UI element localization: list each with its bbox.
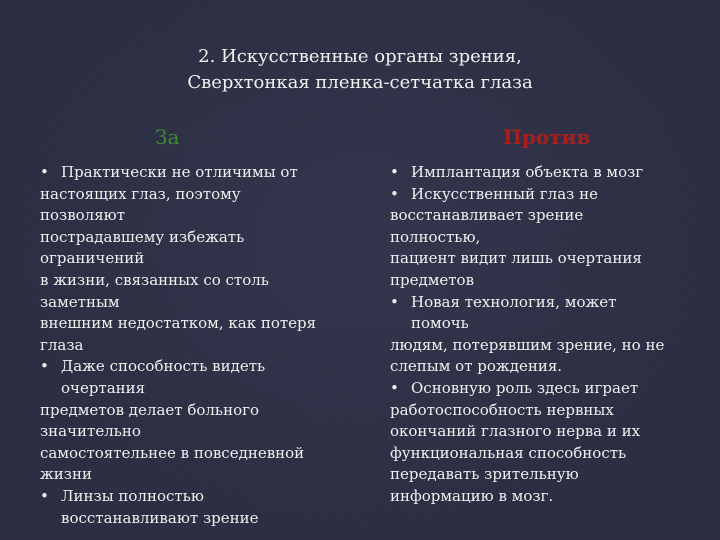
against-line-text: Имплантация объекта в мозг	[411, 163, 644, 181]
against-line: восстанавливает зрение	[390, 206, 584, 225]
for-line: восстанавливают зрение	[61, 508, 259, 527]
for-line: глаза	[40, 335, 84, 354]
bullet-glyph: •	[40, 163, 49, 181]
against-line: полностью,	[390, 227, 481, 246]
against-line: слепым от рождения.	[390, 357, 563, 376]
bullet-glyph: •	[390, 163, 399, 181]
for-line: значительно	[40, 422, 141, 441]
for-line-text: Линзы полностью	[61, 486, 204, 505]
against-line: предметов	[390, 270, 475, 289]
against-line: помочь	[411, 314, 469, 333]
against-line: пациент видит лишь очертания	[390, 249, 642, 268]
for-line	[40, 356, 350, 378]
slide-title	[110, 44, 610, 96]
bullet-glyph: •	[390, 378, 399, 397]
against-line-text: Новая технология, может	[411, 292, 617, 311]
against-line: функциональная способность	[390, 443, 627, 462]
against-line: информацию в мозг.	[390, 486, 554, 505]
against-column	[390, 162, 690, 508]
bullet-glyph: •	[40, 486, 49, 505]
for-line: предметов делает больного	[40, 400, 260, 419]
for-line: заметным	[40, 292, 120, 311]
for-line-text: Даже способность видеть	[61, 357, 266, 376]
against-line: окончаний глазного нерва и их	[390, 422, 641, 441]
for-line: внешним недостатком, как потеря	[40, 314, 317, 333]
for-line	[40, 486, 350, 508]
against-line: людям, потерявшим зрение, но не	[390, 335, 665, 354]
against-line	[390, 292, 690, 314]
bullet-glyph: •	[390, 184, 399, 203]
slide-title-line-2: Сверхтонкая пленка-сетчатка глаза	[187, 72, 533, 93]
against-line	[390, 162, 690, 184]
slide-title-line-1: 2. Искусственные органы зрения,	[198, 46, 522, 67]
for-line: настоящих глаз, поэтому	[40, 184, 241, 203]
for-line-text: Практически не отличимы от	[61, 163, 298, 181]
for-line: позволяют	[40, 206, 126, 225]
bullet-glyph: •	[40, 357, 49, 376]
for-line: ограничений	[40, 249, 145, 268]
for-line: очертания	[61, 378, 146, 397]
against-line: работоспособность нервных	[390, 400, 614, 419]
against-line-text: Основную роль здесь играет	[411, 378, 639, 397]
against-line-text: Искусственный глаз не	[411, 184, 598, 203]
bullet-glyph: •	[390, 292, 399, 311]
against-line: передавать зрительную	[390, 465, 579, 484]
against-line	[390, 184, 690, 206]
for-column	[40, 162, 350, 529]
for-heading: За	[155, 125, 180, 149]
against-heading: Против	[503, 125, 591, 149]
for-line: пострадавшему избежать	[40, 227, 245, 246]
for-line: в жизни, связанных со столь	[40, 270, 269, 289]
for-line: жизни	[40, 465, 92, 484]
against-line	[390, 378, 690, 400]
for-line	[40, 162, 350, 184]
for-line: самостоятельнее в повседневной	[40, 443, 305, 462]
